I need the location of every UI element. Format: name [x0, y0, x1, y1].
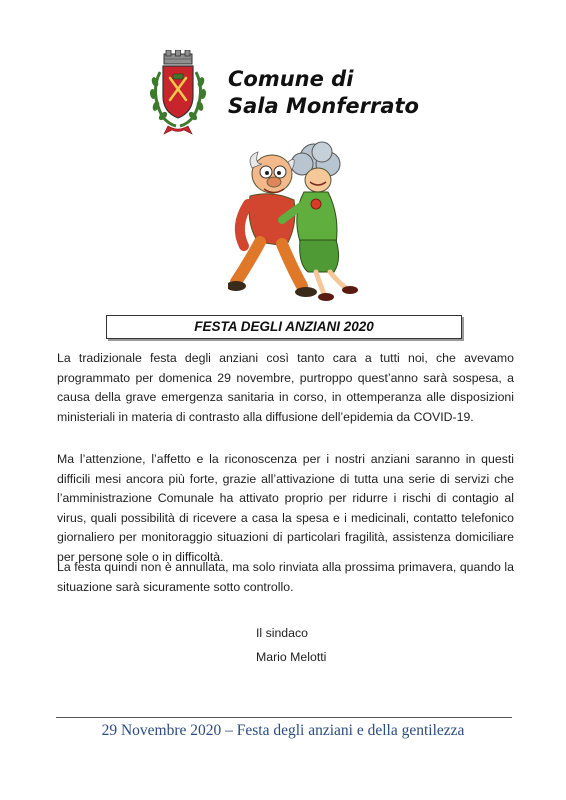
municipal-coat-of-arms-icon [146, 50, 210, 136]
header [0, 0, 566, 140]
footer-text: 29 Novembre 2020 – Festa degli anziani e della gentilezza [101, 722, 465, 739]
body-paragraph-1: La tradizionale festa degli anziani così tanto cara a tutti noi, che avevamo programmato per domenica 29 novembre, purtroppo quest’anno sarà sospesa, a causa della grave emergenza sanitaria in corso, in ottemperanza alle disposizioni ministeriali in materia di contrasto alla diffusione dell’epidemia da COVID-19. [57, 351, 514, 424]
signature-role: Il sindaco [256, 626, 308, 640]
signature-block [256, 621, 326, 669]
organization-name-line1: Comune di [228, 67, 354, 91]
body-paragraph-2: Ma l’attenzione, l’affetto e la riconoscenza per i nostri anziani saranno in questi difficili mesi ancora più forte, grazie all’attivazione di tutta una serie di servizi che l’amministrazione Comunale ha attivato proprio per ridurre i rischi di contagio al virus, quali possibilità di ricevere a casa la spesa e i medicinali, contatto telefonico giornaliero per monitoraggio situazioni di particolari fragilità, assistenza domiciliare per persone sole o in difficoltà. [57, 452, 514, 564]
event-title: FESTA DEGLI ANZIANI 2020 [194, 319, 374, 334]
footer-divider [56, 717, 512, 718]
event-title-box [106, 315, 462, 339]
signature-name: Mario Melotti [256, 650, 327, 664]
dancing-elderly-couple-illustration [228, 134, 364, 306]
organization-name [228, 66, 419, 120]
organization-name-line2: Sala Monferrato [228, 94, 419, 118]
body-paragraph-3: La festa quindi non è annullata, ma solo rinviata alla prossima primavera, quando la situazione sarà sicuramente sotto controllo. [57, 560, 514, 594]
